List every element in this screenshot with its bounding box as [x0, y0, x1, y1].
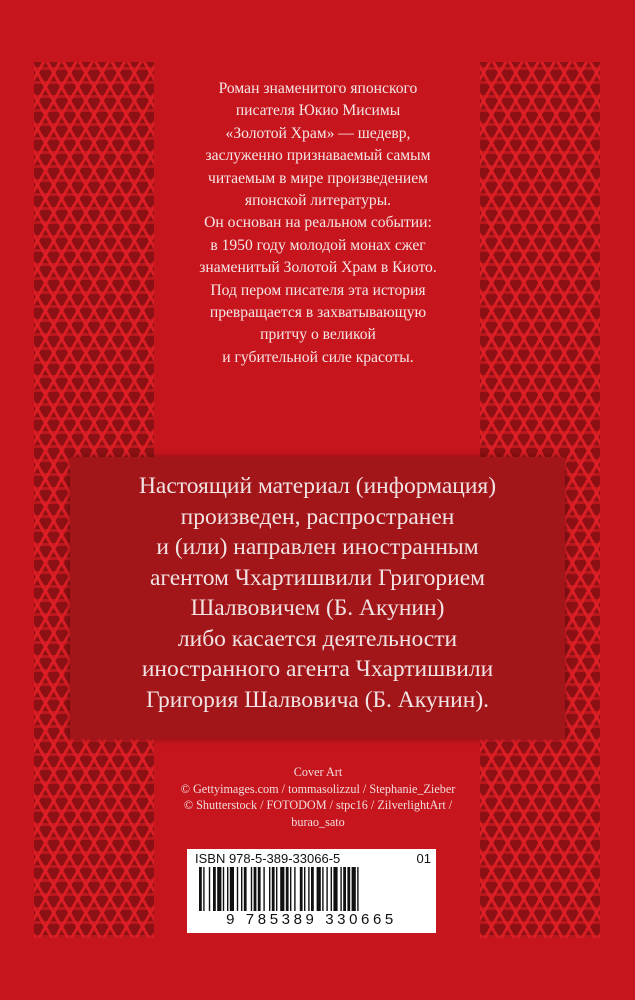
barcode-bar [276, 867, 277, 915]
barcode-bar [272, 867, 275, 915]
barcode-bar [340, 867, 341, 915]
cover-art-credits [170, 764, 466, 830]
barcode-bar [241, 867, 242, 915]
barcode-bar [290, 867, 291, 915]
notice-line: Настоящий материал (информация) [138, 473, 497, 499]
notice-line: и (или) направлен иностранным [156, 534, 479, 560]
blurb-line: превращается в захватывающую [209, 304, 427, 322]
barcode-bar [199, 867, 202, 915]
blurb-line: Под пером писателя эта история [210, 281, 426, 299]
blurb-line: Роман знаменитого японского [218, 80, 418, 97]
barcode-bar [352, 867, 356, 915]
barcode-bar [347, 867, 350, 915]
barcode-bar [326, 867, 327, 915]
blurb-line: в 1950 году молодой монах сжег [210, 236, 426, 254]
notice-line: произведен, распространен [180, 503, 455, 530]
isbn-addon: 01 [416, 851, 431, 866]
barcode-bar [269, 867, 270, 915]
barcode-digits: 9 785389 330665 [187, 911, 436, 929]
barcode-bars [199, 867, 425, 915]
barcode-bar [322, 867, 323, 915]
credits-line: burao_sato [291, 814, 345, 829]
barcode-bar [244, 867, 247, 915]
barcode-bar [333, 867, 337, 915]
barcode-bar [294, 867, 295, 915]
notice-line: либо касается деятельности [177, 625, 458, 652]
credits-line: © Gettyimages.com / tommasolizzul / Stephanie_Zieber [180, 781, 456, 796]
blurb-line: Он основан на реальном событии: [204, 214, 432, 232]
barcode-bar [254, 867, 257, 915]
barcode-bar [304, 867, 305, 915]
barcode-bar [300, 867, 303, 915]
foreign-agent-notice-panel [70, 457, 565, 739]
notice-line: Григория Шалвовича (Б. Акунин). [145, 686, 490, 713]
barcode-bar [251, 867, 252, 915]
barcode-bar [343, 867, 346, 915]
barcode-bar [237, 867, 238, 915]
barcode-bar [227, 867, 228, 915]
blurb-line: знаменитый Золотой Храм в Киото. [199, 259, 437, 277]
blurb-line: японской литературы. [244, 192, 392, 210]
isbn-number: ISBN 978-5-389-33066-5 [195, 851, 341, 866]
barcode-bar [217, 867, 221, 915]
barcode-bar [317, 867, 321, 915]
blurb-line: писателя Юкио Мисимы [235, 102, 401, 120]
notice-line: иностранного агента Чхартишвили [141, 656, 494, 682]
barcode-bar [311, 867, 314, 915]
notice-line: Шалвовичем (Б. Акунин) [190, 595, 445, 621]
isbn-header [195, 851, 431, 866]
barcode-bar [258, 867, 261, 915]
notice-line: агентом Чхартишвили Григорием [149, 564, 485, 591]
barcode-bar [357, 867, 358, 915]
barcode-bar [286, 867, 289, 915]
blurb-text [170, 78, 466, 369]
barcode-bar [209, 867, 210, 915]
barcode-bar [263, 867, 264, 915]
blurb-line: и губительной силе красоты. [222, 348, 414, 366]
barcode-bar [280, 867, 284, 915]
blurb-line: «Золотой Храм» — шедевр, [225, 124, 411, 142]
blurb-line: читаемым в мире произведением [207, 169, 428, 187]
isbn-barcode [187, 849, 436, 933]
barcode-bar [213, 867, 216, 915]
blurb-line: притчу о великой [260, 326, 376, 344]
barcode-bar [331, 867, 332, 915]
credits-line: © Shutterstock / FOTODOM / stpc16 / ZilverlightArt / [183, 798, 453, 812]
barcode-bar [230, 867, 234, 915]
barcode-bar [223, 867, 224, 915]
blurb-line: заслуженно признаваемый самым [205, 147, 431, 165]
barcode-bar [203, 867, 204, 915]
notice-text [70, 471, 565, 715]
barcode-bar [308, 867, 309, 915]
credits-line: Cover Art [293, 765, 343, 779]
